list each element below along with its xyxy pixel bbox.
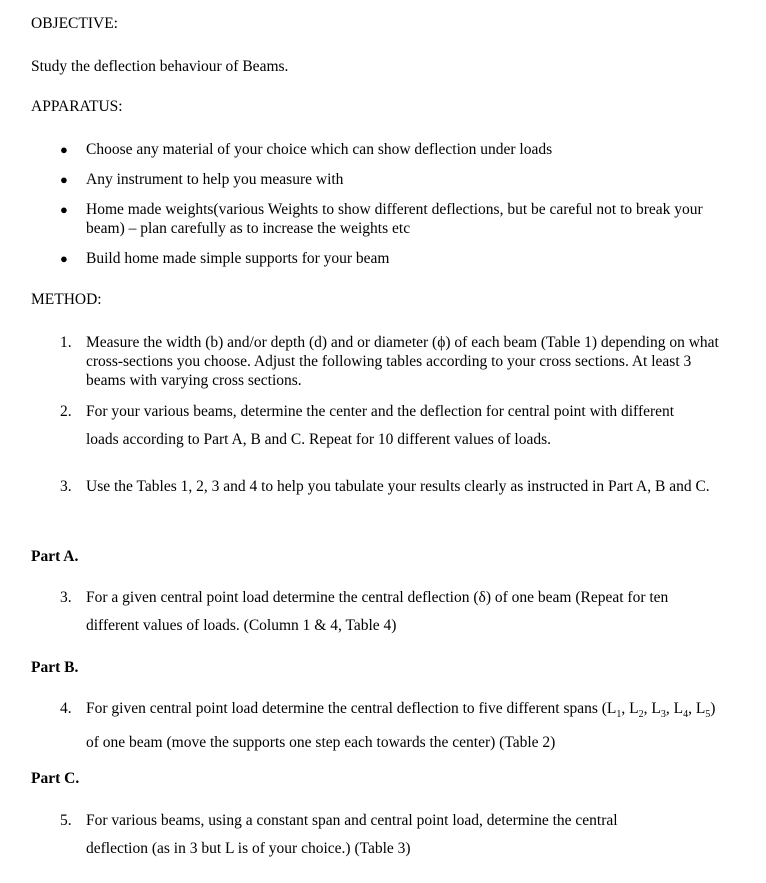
list-item — [60, 249, 750, 268]
bullet-icon: ● — [60, 251, 68, 266]
list-item — [60, 807, 620, 862]
list-item — [60, 170, 750, 189]
bullet-icon: ● — [60, 142, 68, 157]
part-c-heading: Part C. — [31, 770, 80, 787]
bullet-icon: ● — [60, 172, 68, 187]
step-number: 1. — [60, 334, 72, 351]
step-text: For given central point load determine the central deflection to five different spans ($L_1$, $L_2$, $L_3$, $L_4$, $L_5$) of one beam (move the supports one step each towards the center) (Table 2) — [86, 700, 716, 751]
part-a-heading: Part A. — [31, 548, 79, 565]
step-text: For various beams, using a constant span and central point load, determine the central deflection (as in 3 but L is of your choice.) (Table 3) — [86, 812, 618, 857]
step-text: Measure the width (b) and/or depth (d) and or diameter (ϕ) of each beam (Table 1) depending on what cross-sections you choose. Adjust the following tables according to your cross sections. At least 3 beams with varying cross sections. — [86, 334, 719, 389]
list-item — [60, 398, 680, 453]
objective-heading: OBJECTIVE: — [31, 15, 118, 32]
list-item — [60, 333, 725, 390]
bullet-icon: ● — [60, 202, 68, 217]
step-text: For your various beams, determine the center and the deflection for central point with different loads according to Part A, B and C. Repeat for 10 different values of loads. — [86, 403, 675, 448]
step-text: For a given central point load determine the central deflection (δ) of one beam (Repeat for ten different values of loads. (Column 1 & 4, Table 4) — [86, 589, 669, 634]
list-item — [60, 140, 750, 159]
apparatus-heading: APPARATUS: — [31, 98, 123, 115]
apparatus-item-text: Home made weights(various Weights to show different deflections, but be careful not to break your beam) – plan carefully as to increase the weights etc — [86, 201, 703, 237]
method-heading: METHOD: — [31, 291, 102, 308]
step-number: 2. — [60, 403, 72, 420]
step-number: 4. — [60, 700, 72, 717]
step-number: 5. — [60, 812, 72, 829]
list-item — [60, 695, 725, 756]
list-item — [60, 584, 725, 639]
part-b-heading: Part B. — [31, 659, 79, 676]
apparatus-item-text: Build home made simple supports for your beam — [86, 250, 390, 267]
list-item — [60, 200, 720, 238]
step-text: Use the Tables 1, 2, 3 and 4 to help you tabulate your results clearly as instructed in Part A, B and C. — [86, 478, 710, 495]
list-item — [60, 473, 725, 501]
apparatus-item-text: Any instrument to help you measure with — [86, 171, 344, 188]
step-number: 3. — [60, 478, 72, 495]
step-number: 3. — [60, 589, 72, 606]
objective-text: Study the deflection behaviour of Beams. — [31, 58, 289, 75]
apparatus-item-text: Choose any material of your choice which can show deflection under loads — [86, 141, 553, 158]
